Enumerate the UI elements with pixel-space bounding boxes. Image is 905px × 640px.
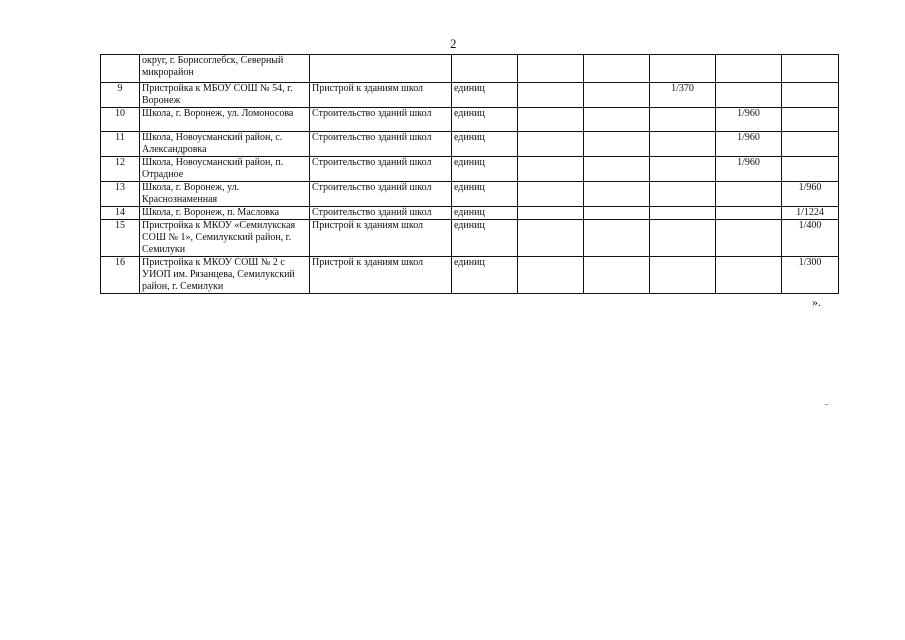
work-type-cell: Строительство зданий школ (310, 182, 452, 207)
row-number-cell: 12 (101, 157, 140, 182)
unit-cell: единиц (452, 182, 518, 207)
scan-mark (825, 404, 828, 405)
object-name-cell: Пристройка к МКОУ «Семилукская СОШ № 1», Семилукский район, г. Семилуки (140, 220, 310, 257)
value-col-2-cell (584, 108, 650, 132)
value-col-3-cell: 1/370 (650, 83, 716, 108)
value-col-2-cell (584, 257, 650, 294)
value-col-2-cell (584, 157, 650, 182)
value-col-1-cell (518, 55, 584, 83)
value-col-2-cell (584, 207, 650, 220)
object-name-cell: Школа, Новоусманский район, с. Александровка (140, 132, 310, 157)
work-type-cell: Строительство зданий школ (310, 132, 452, 157)
row-number-cell: 11 (101, 132, 140, 157)
value-col-5-cell (782, 83, 839, 108)
table-row (101, 108, 839, 132)
table-row (101, 83, 839, 108)
value-col-1-cell (518, 132, 584, 157)
value-col-5-cell: 1/960 (782, 182, 839, 207)
unit-cell: единиц (452, 108, 518, 132)
value-col-4-cell (716, 207, 782, 220)
row-number-cell: 16 (101, 257, 140, 294)
value-col-2-cell (584, 55, 650, 83)
object-name-cell: Школа, г. Воронеж, ул. Ломоносова (140, 108, 310, 132)
value-col-3-cell (650, 55, 716, 83)
value-col-4-cell: 1/960 (716, 132, 782, 157)
value-col-1-cell (518, 207, 584, 220)
work-type-cell: Пристрой к зданиям школ (310, 83, 452, 108)
work-type-cell: Пристрой к зданиям школ (310, 220, 452, 257)
value-col-5-cell (782, 132, 839, 157)
unit-cell (452, 55, 518, 83)
value-col-4-cell: 1/960 (716, 157, 782, 182)
row-number-cell (101, 55, 140, 83)
value-col-2-cell (584, 220, 650, 257)
table-row (101, 207, 839, 220)
row-number-cell: 9 (101, 83, 140, 108)
value-col-4-cell (716, 182, 782, 207)
value-col-5-cell: 1/400 (782, 220, 839, 257)
object-name-cell: округ, г. Борисоглебск, Северный микрорайон (140, 55, 310, 83)
unit-cell: единиц (452, 207, 518, 220)
work-type-cell: Строительство зданий школ (310, 108, 452, 132)
value-col-1-cell (518, 157, 584, 182)
table-row (101, 132, 839, 157)
table-body (101, 55, 839, 294)
value-col-5-cell (782, 108, 839, 132)
value-col-2-cell (584, 182, 650, 207)
value-col-1-cell (518, 108, 584, 132)
value-col-3-cell (650, 182, 716, 207)
value-col-2-cell (584, 83, 650, 108)
value-col-4-cell: 1/960 (716, 108, 782, 132)
row-number-cell: 14 (101, 207, 140, 220)
value-col-3-cell (650, 257, 716, 294)
object-name-cell: Школа, Новоусманский район, п. Отрадное (140, 157, 310, 182)
unit-cell: единиц (452, 157, 518, 182)
value-col-1-cell (518, 182, 584, 207)
value-col-3-cell (650, 132, 716, 157)
value-col-2-cell (584, 132, 650, 157)
value-col-4-cell (716, 83, 782, 108)
closing-quote: ». (812, 295, 821, 309)
value-col-5-cell (782, 157, 839, 182)
object-name-cell: Школа, г. Воронеж, п. Масловка (140, 207, 310, 220)
value-col-4-cell (716, 257, 782, 294)
row-number-cell: 10 (101, 108, 140, 132)
work-type-cell: Строительство зданий школ (310, 157, 452, 182)
objects-table (100, 54, 839, 294)
value-col-3-cell (650, 220, 716, 257)
table-row (101, 220, 839, 257)
value-col-5-cell: 1/1224 (782, 207, 839, 220)
value-col-3-cell (650, 108, 716, 132)
value-col-1-cell (518, 220, 584, 257)
table-row (101, 257, 839, 294)
work-type-cell: Строительство зданий школ (310, 207, 452, 220)
value-col-4-cell (716, 55, 782, 83)
value-col-1-cell (518, 257, 584, 294)
value-col-4-cell (716, 220, 782, 257)
object-name-cell: Пристройка к МБОУ СОШ № 54, г. Воронеж (140, 83, 310, 108)
object-name-cell: Пристройка к МКОУ СОШ № 2 с УИОП им. Рязанцева, Семилукский район, г. Семилуки (140, 257, 310, 294)
value-col-5-cell (782, 55, 839, 83)
value-col-1-cell (518, 83, 584, 108)
row-number-cell: 15 (101, 220, 140, 257)
work-type-cell: Пристрой к зданиям школ (310, 257, 452, 294)
page-number: 2 (450, 36, 457, 51)
object-name-cell: Школа, г. Воронеж, ул. Краснознаменная (140, 182, 310, 207)
value-col-5-cell: 1/300 (782, 257, 839, 294)
row-number-cell: 13 (101, 182, 140, 207)
table-row (101, 157, 839, 182)
work-type-cell (310, 55, 452, 83)
unit-cell: единиц (452, 83, 518, 108)
value-col-3-cell (650, 157, 716, 182)
unit-cell: единиц (452, 257, 518, 294)
value-col-3-cell (650, 207, 716, 220)
table-row (101, 55, 839, 83)
unit-cell: единиц (452, 132, 518, 157)
unit-cell: единиц (452, 220, 518, 257)
table-row (101, 182, 839, 207)
